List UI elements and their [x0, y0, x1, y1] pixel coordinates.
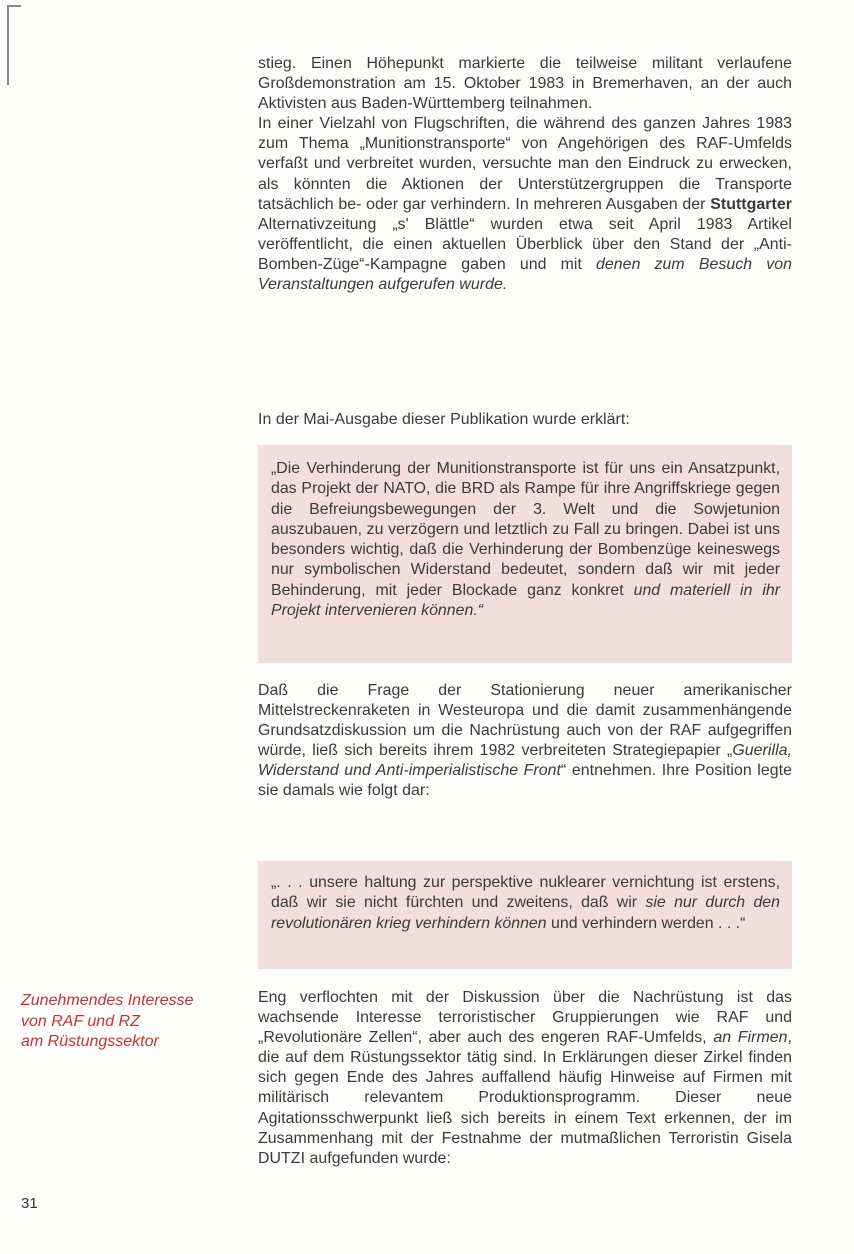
quote-text-part: und verhindern werden . . .“: [546, 914, 746, 932]
margin-note-line: am Rüstungssektor: [21, 1033, 159, 1050]
paragraph-text: Alternativzeitung „s' Blättle“ wurden etwa seit April 1983 Artikel veröffentlicht, die einen aktuellen Überblick über den Stand der „Anti-Bomben-Züge“-Kampagne gaben und mit: [258, 215, 792, 273]
quote-text: [258, 861, 792, 934]
quote-intro-text: In der Mai-Ausgabe dieser Publikation wurde erklärt:: [258, 411, 630, 428]
margin-note-line: Zunehmendes Interesse: [21, 992, 194, 1009]
quote-intro: [258, 410, 792, 430]
italic-text: denen zum Besuch von Veranstaltungen aufgerufen wurde.: [258, 255, 792, 294]
paragraph-text: In einer Vielzahl von Flugschriften, die während des ganzen Jahres 1983 zum Thema „Munitionstransporte“ von Angehörigen des RAF-Umfelds verfaßt und verbreitet wurden, versuchte man den Eindruck zu erwecken, als könnten die Aktionen der Unterstützergruppen die Transporte tatsächlich be- oder gar verhindern. In mehreren Ausgaben der: [258, 115, 792, 213]
quote-italic-part: sie nur durch den revolutionären krieg verhindern können: [271, 894, 780, 932]
paragraph-text: , die auf dem Rüstungssektor tätig sind. In Erklärungen dieser Zirkel finden sich gegen Ende des Jahres auffallend häufig Hinweise auf Firmen mit militärisch relevantem Produktionsprogramm. Dieser neue Agitationsschwerpunkt ließ sich bereits in einem Text erkennen, der im Zusammenhang mit der Festnahme der mutmaßlichen Terroristin Gisela DUTZI aufgefunden wurde:: [258, 1029, 792, 1167]
highlighted-quote-1: [258, 445, 792, 663]
page-number: 31: [21, 1195, 38, 1212]
quote-text: [258, 445, 792, 621]
italic-text: an Firmen: [713, 1029, 788, 1047]
quote-text-part: „. . . unsere haltung zur perspektive nuklearer vernichtung ist erstens, daß wir sie nicht fürchten und zweitens, daß wir: [271, 874, 780, 912]
paragraph-text: Daß die Frage der Stationierung neuer amerikanischer Mittelstreckenraketen in Westeuropa und die damit zusammenhängende Grundsatzdiskussion um die Nachrüstung auch von der RAF aufgegriffen würde, ließ sich bereits ihrem 1982 verbreiteten Strategiepapier „: [258, 682, 792, 760]
bold-term: Stuttgarter: [710, 195, 792, 213]
paragraph-flugschriften: [258, 114, 792, 295]
body-text-block-2: [258, 681, 792, 802]
paragraph-ruestung: [258, 988, 792, 1169]
paragraph-text: “ entnehmen. Ihre Position legte sie damals wie folgt dar:: [258, 762, 792, 800]
paragraph-continuation: stieg. Einen Höhepunkt markierte die teilweise militant verlaufene Großdemonstration am 15. Oktober 1983 in Bremerhaven, an der auch Aktivisten aus Baden-Württemberg teilnahmen.: [258, 55, 792, 113]
italic-title: Guerilla, Widerstand und Anti-imperialistische Front: [258, 742, 792, 780]
highlighted-quote-2: [258, 861, 792, 969]
body-text-block-1: [258, 54, 792, 295]
crop-mark-horizontal: [7, 5, 21, 7]
paragraph-text: Eng verflochten mit der Diskussion über die Nachrüstung ist das wachsende Interesse terroristischer Gruppierungen wie RAF und „Revolutionäre Zellen“, aber auch des engeren RAF-Umfelds,: [258, 989, 792, 1047]
paragraph-stationierung: [258, 681, 792, 802]
quote-italic-part: und materiell in ihr Projekt intervenieren können.“: [271, 581, 780, 620]
margin-note-line: von RAF und RZ: [21, 1012, 140, 1030]
margin-note: [21, 991, 241, 1053]
body-text-block-3: [258, 988, 792, 1169]
crop-mark: [7, 5, 9, 85]
quote-text-part: „Die Verhinderung der Munitionstransporte ist für uns ein Ansatzpunkt, das Projekt der NATO, die BRD als Rampe für ihre Angriffskriege gegen die Befreiungsbewegungen der 3. Welt und die Sowjetunion auszubauen, zu verzögern und letztlich zu Fall zu bringen. Dabei ist uns besonders wichtig, daß die Verhinderung der Bombenzüge keineswegs nur symbolischen Widerstand bedeutet, sondern daß wir mit jeder Behinderung, mit jeder Blockade ganz konkret: [271, 460, 780, 599]
